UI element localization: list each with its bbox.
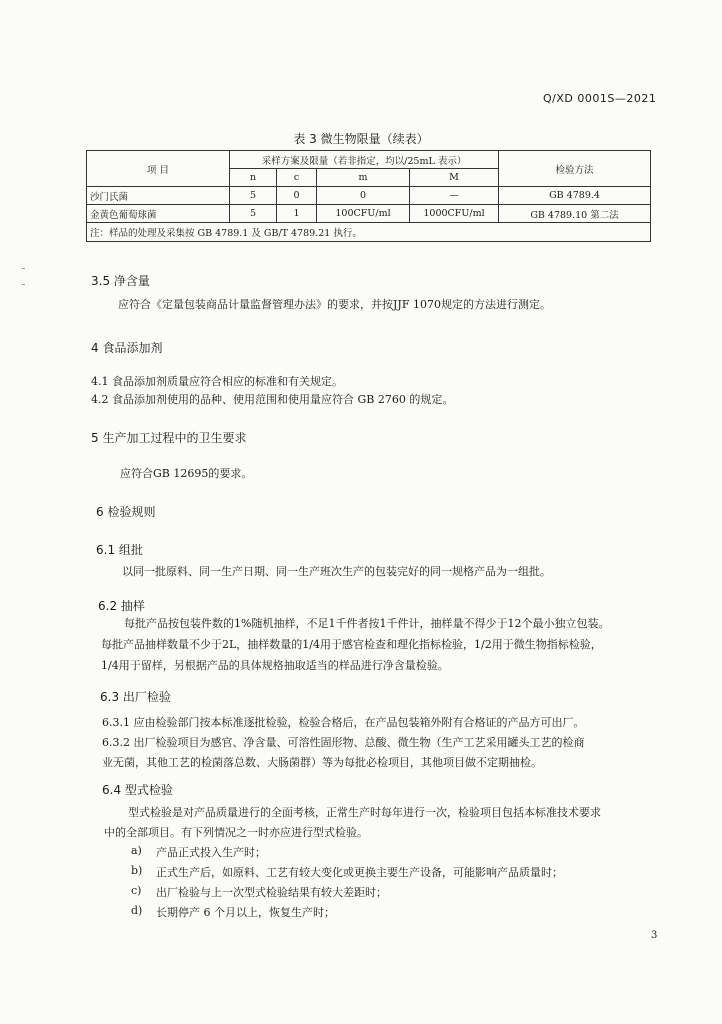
section-6-3-heading: 6.3 出厂检验 (100, 690, 171, 704)
section-4-2-text: 4.2 食品添加剂使用的品种、使用范围和使用量应符合 GB 2760 的规定。 (91, 393, 454, 406)
col-header-item: 项 目 (87, 151, 230, 187)
cell-c: 1 (277, 205, 317, 223)
section-6-3-2-line-2: 业无菌，其他工艺的检菌落总数、大肠菌群）等为每批必检项目，其他项目做不定期抽检。 (102, 756, 542, 769)
list-item-text: 出厂检验与上一次型式检验结果有较大差距时； (156, 886, 387, 899)
section-6-1-text: 以同一批原料、同一生产日期、同一生产班次生产的包装完好的同一规格产品为一组批。 (122, 565, 551, 578)
list-item-label: d) (131, 904, 143, 917)
section-6-2-line-3: 1/4用于留样，另根据产品的具体规格抽取适当的样品进行净含量检验。 (101, 659, 449, 672)
cell-M: 1000CFU/ml (410, 205, 499, 223)
subheader-n: n (230, 169, 277, 187)
section-6-heading: 6 检验规则 (96, 505, 156, 519)
cell-method: GB 4789.4 (499, 187, 651, 205)
table-row (87, 205, 651, 223)
section-6-3-2-line-1: 6.3.2 出厂检验项目为感官、净含量、可溶性固形物、总酸、微生物（生产工艺采用罐头工艺的检商 (102, 736, 585, 749)
list-item-text: 正式生产后，如原料、工艺有较大变化或更换主要生产设备，可能影响产品质量时； (156, 866, 563, 879)
col-header-method: 检验方法 (499, 151, 651, 187)
page-number: 3 (651, 930, 658, 941)
cell-c: 0 (277, 187, 317, 205)
cell-M: — (410, 187, 499, 205)
microbial-limits-table (86, 150, 651, 242)
subheader-M: M (410, 169, 499, 187)
cell-item: 金黄色葡萄球菌 (87, 205, 230, 223)
list-item-text: 产品正式投入生产时； (156, 846, 266, 859)
cell-m: 0 (317, 187, 410, 205)
section-6-2-line-1: 每批产品按包装件数的1%随机抽样，不足1千件者按1千件计，抽样量不得少于12个最小独立包装。 (124, 617, 610, 630)
cell-method: GB 4789.10 第二法 (499, 205, 651, 223)
subheader-m: m (317, 169, 410, 187)
section-6-1-heading: 6.1 组批 (96, 543, 143, 557)
cell-n: 5 (230, 187, 277, 205)
section-3-5-heading: 3.5 净含量 (91, 274, 150, 288)
col-header-plan: 采样方案及限量（若非指定，均以/25mL 表示） (230, 151, 499, 169)
section-5-text: 应符合GB 12695的要求。 (120, 467, 253, 480)
section-3-5-text: 应符合《定量包装商品计量监督管理办法》的要求，并按JJF 1070规定的方法进行测定。 (118, 298, 551, 311)
list-item-label: b) (131, 864, 143, 877)
list-item-label: c) (131, 884, 142, 897)
section-5-heading: 5 生产加工过程中的卫生要求 (91, 431, 247, 445)
scan-mark (22, 284, 25, 285)
section-4-1-text: 4.1 食品添加剂质量应符合相应的标准和有关规定。 (91, 375, 343, 388)
section-4-heading: 4 食品添加剂 (91, 341, 163, 355)
section-6-4-line-2: 中的全部项目。有下列情况之一时亦应进行型式检验。 (104, 826, 368, 839)
section-6-2-line-2: 每批产品抽样数量不少于2L，抽样数量的1/4用于感官检查和理化指标检验，1/2用于微生物指标检验， (101, 638, 602, 651)
table-note-row (87, 223, 651, 242)
table-title: 表 3 微生物限量（续表） (293, 132, 429, 146)
list-item-text: 长期停产 6 个月以上，恢复生产时； (156, 906, 335, 919)
scan-mark (22, 268, 25, 269)
standard-code: Q/XD 0001S—2021 (543, 92, 657, 105)
section-6-4-line-1: 型式检验是对产品质量进行的全面考核，正常生产时每年进行一次，检验项目包括本标准技术要求 (128, 806, 601, 819)
section-6-2-heading: 6.2 抽样 (98, 599, 145, 613)
table-header-row (87, 151, 651, 169)
table-note: 注：样品的处理及采集按 GB 4789.1 及 GB/T 4789.21 执行。 (87, 223, 651, 242)
cell-n: 5 (230, 205, 277, 223)
subheader-c: c (277, 169, 317, 187)
section-6-3-1-text: 6.3.1 应由检验部门按本标准逐批检验，检验合格后，在产品包装箱外附有合格证的产品方可出厂。 (102, 716, 585, 729)
cell-m: 100CFU/ml (317, 205, 410, 223)
cell-item: 沙门氏菌 (87, 187, 230, 205)
table-row (87, 187, 651, 205)
section-6-4-heading: 6.4 型式检验 (102, 783, 173, 797)
list-item-label: a) (131, 844, 142, 857)
